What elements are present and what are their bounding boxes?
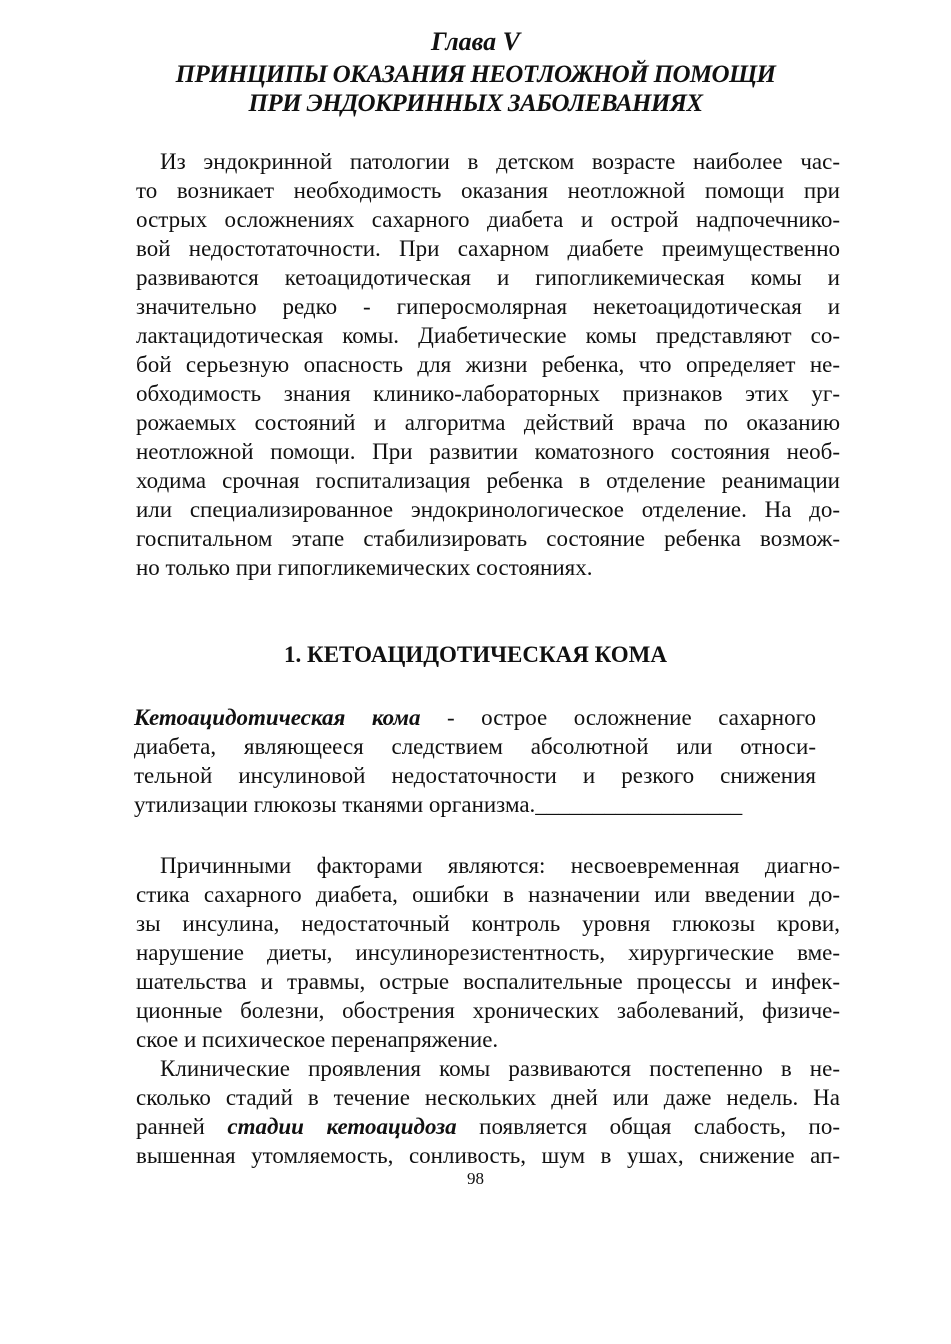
text-line: сколько стадий в течение нескольких дней или даже недель. На (136, 1085, 840, 1110)
definition-line: тельной инсулиновой недостаточности и резкого снижения (134, 763, 816, 788)
text-line: развиваются кетоацидотическая и гипогликемическая комы и (136, 265, 840, 290)
text-line: лактацидотическая комы. Диабетические комы представляют со- (136, 323, 840, 348)
chapter-label: Глава V (431, 27, 520, 56)
text-line: Причинными факторами являются: несвоевременная диагно- (160, 853, 840, 878)
definition-line: утилизации глюкозы тканями организма.__________________ (134, 792, 743, 817)
definition-text: - острое осложнение сахарного (420, 705, 816, 730)
text-line: нарушение диеты, инсулинорезистентность, хирургические вме- (136, 940, 840, 965)
text-line: госпитальном этапе стабилизировать состояние ребенка возмож- (136, 526, 840, 551)
text-line: ционные болезни, обострения хронических заболеваний, физиче- (136, 998, 840, 1023)
text-line: Из эндокринной патологии в детском возрасте наиболее час- (160, 149, 840, 174)
text-line: неотложной помощи. При развитии коматозного состояния необ- (136, 439, 840, 464)
definition-line (134, 703, 816, 732)
text-segment: ранней (136, 1114, 228, 1139)
text-line: шательства и травмы, острые воспалительные процессы и инфек- (136, 969, 840, 994)
text-line: ходима срочная госпитализация ребенка в отделение реанимации (136, 468, 840, 493)
chapter-title-line-2: ПРИ ЭНДОКРИННЫХ ЗАБОЛЕВАНИЯХ (248, 90, 703, 117)
text-line: ское и психическое перенапряжение. (136, 1027, 499, 1052)
text-segment: появляется общая слабость, по- (456, 1114, 840, 1139)
definition-line: диабета, являющееся следствием абсолютной или относи- (134, 734, 816, 759)
text-line: стика сахарного диабета, ошибки в назначении или введении до- (136, 882, 840, 907)
section-heading: 1. КЕТОАЦИДОТИЧЕСКАЯ КОМА (284, 642, 667, 667)
text-line: то возникает необходимость оказания неотложной помощи при (136, 178, 840, 203)
text-line: острых осложнениях сахарного диабета и острой надпочечнико- (136, 207, 840, 232)
definition-term: Кетоацидотическая кома (134, 705, 421, 730)
text-line: вышенная утомляемость, сонливость, шум в ушах, снижение ап- (136, 1143, 840, 1168)
text-line: но только при гипогликемических состояниях. (136, 555, 593, 580)
chapter-title-line-1: ПРИНЦИПЫ ОКАЗАНИЯ НЕОТЛОЖНОЙ ПОМОЩИ (175, 61, 776, 88)
text-line: зы инсулина, недостаточный контроль уровня глюкозы крови, (136, 911, 840, 936)
text-line: Клинические проявления комы развиваются постепенно в не- (160, 1056, 840, 1081)
text-line: рожаемых состояний и алгоритма действий врача по оказанию (136, 410, 840, 435)
stage-term: стадии кетоацидоза (227, 1114, 457, 1139)
text-line: вой недостотаточности. При сахарном диабете преимущественно (136, 236, 840, 261)
text-line: или специализированное эндокринологическое отделение. На до- (136, 497, 840, 522)
page-number: 98 (467, 1169, 484, 1188)
text-line: бой серьезную опасность для жизни ребенка, что определяет не- (136, 352, 840, 377)
text-line: обходимость знания клинико-лабораторных признаков этих уг- (136, 381, 840, 406)
text-line (136, 1112, 840, 1141)
text-line: значительно редко - гиперосмолярная некетоацидотическая и (136, 294, 840, 319)
